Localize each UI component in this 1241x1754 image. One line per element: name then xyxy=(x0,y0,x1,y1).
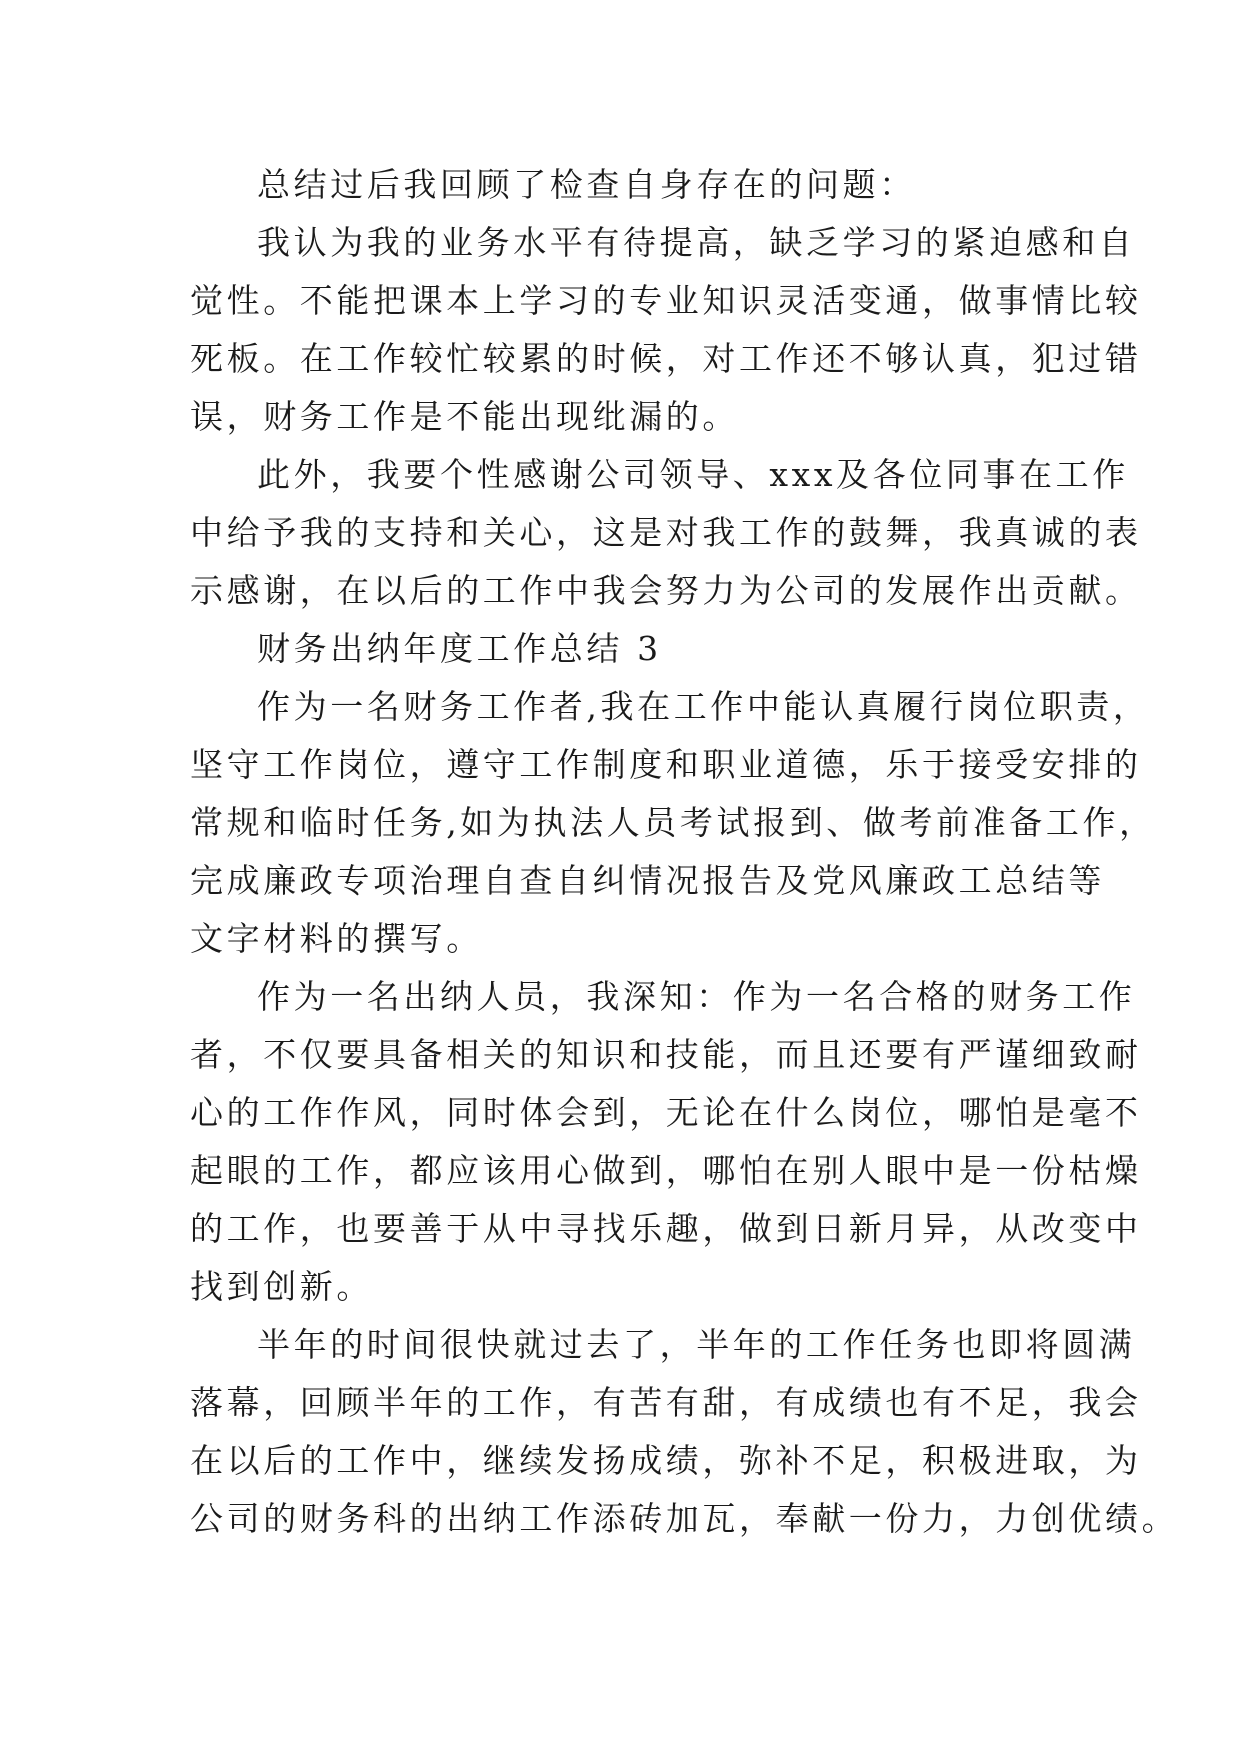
paragraph-self-assessment xyxy=(190,214,1142,446)
text-line: 觉性。不能把课本上学习的专业知识灵活变通，做事情比较 xyxy=(190,281,1142,320)
text-line: 文字材料的撰写。 xyxy=(190,919,483,958)
text-line: 找到创新。 xyxy=(190,1267,373,1306)
text-line: 公司的财务科的出纳工作添砖加瓦，奉献一份力，力创优绩。 xyxy=(190,1499,1179,1538)
document-page xyxy=(190,156,1179,1548)
text-line: 者，不仅要具备相关的知识和技能，而且还要有严谨细致耐 xyxy=(190,1035,1142,1074)
text-line: 示感谢，在以后的工作中我会努力为公司的发展作出贡献。 xyxy=(190,571,1142,610)
paragraph-problems-intro: 总结过后我回顾了检查自身存在的问题： xyxy=(257,165,916,204)
text-line: 起眼的工作，都应该用心做到，哪怕在别人眼中是一份枯燥 xyxy=(190,1151,1142,1190)
text-line: 心的工作作风，同时体会到，无论在什么岗位，哪怕是毫不 xyxy=(190,1093,1142,1132)
text-line: 常规和临时任务,如为执法人员考试报到、做考前准备工作， xyxy=(190,803,1156,842)
paragraph-half-year-review xyxy=(190,1316,1179,1548)
paragraph-cashier-attitude xyxy=(190,968,1142,1316)
text-line: 坚守工作岗位，遵守工作制度和职业道德，乐于接受安排的 xyxy=(190,745,1142,784)
section-heading: 财务出纳年度工作总结 3 xyxy=(257,629,662,668)
text-line: 的工作，也要善于从中寻找乐趣，做到日新月异，从改变中 xyxy=(190,1209,1142,1248)
text-line: 在以后的工作中，继续发扬成绩，弥补不足，积极进取，为 xyxy=(190,1441,1142,1480)
text-line: 误，财务工作是不能出现纰漏的。 xyxy=(190,397,739,436)
text-line: 作为一名出纳人员，我深知：作为一名合格的财务工作 xyxy=(257,977,1136,1016)
text-line: 完成廉政专项治理自查自纠情况报告及党风廉政工总结等 xyxy=(190,861,1105,900)
text-line: 半年的时间很快就过去了，半年的工作任务也即将圆满 xyxy=(257,1325,1136,1364)
paragraph-thanks xyxy=(190,446,1142,620)
text-line: 作为一名财务工作者,我在工作中能认真履行岗位职责， xyxy=(257,687,1150,726)
text-line: 落幕，回顾半年的工作，有苦有甜，有成绩也有不足，我会 xyxy=(190,1383,1142,1422)
paragraph-duties xyxy=(190,678,1156,968)
text-line: 我认为我的业务水平有待提高，缺乏学习的紧迫感和自 xyxy=(257,223,1136,262)
text-line: 此外，我要个性感谢公司领导、xxx及各位同事在工作 xyxy=(257,455,1129,494)
text-line: 中给予我的支持和关心，这是对我工作的鼓舞，我真诚的表 xyxy=(190,513,1142,552)
text-line: 死板。在工作较忙较累的时候，对工作还不够认真，犯过错 xyxy=(190,339,1142,378)
